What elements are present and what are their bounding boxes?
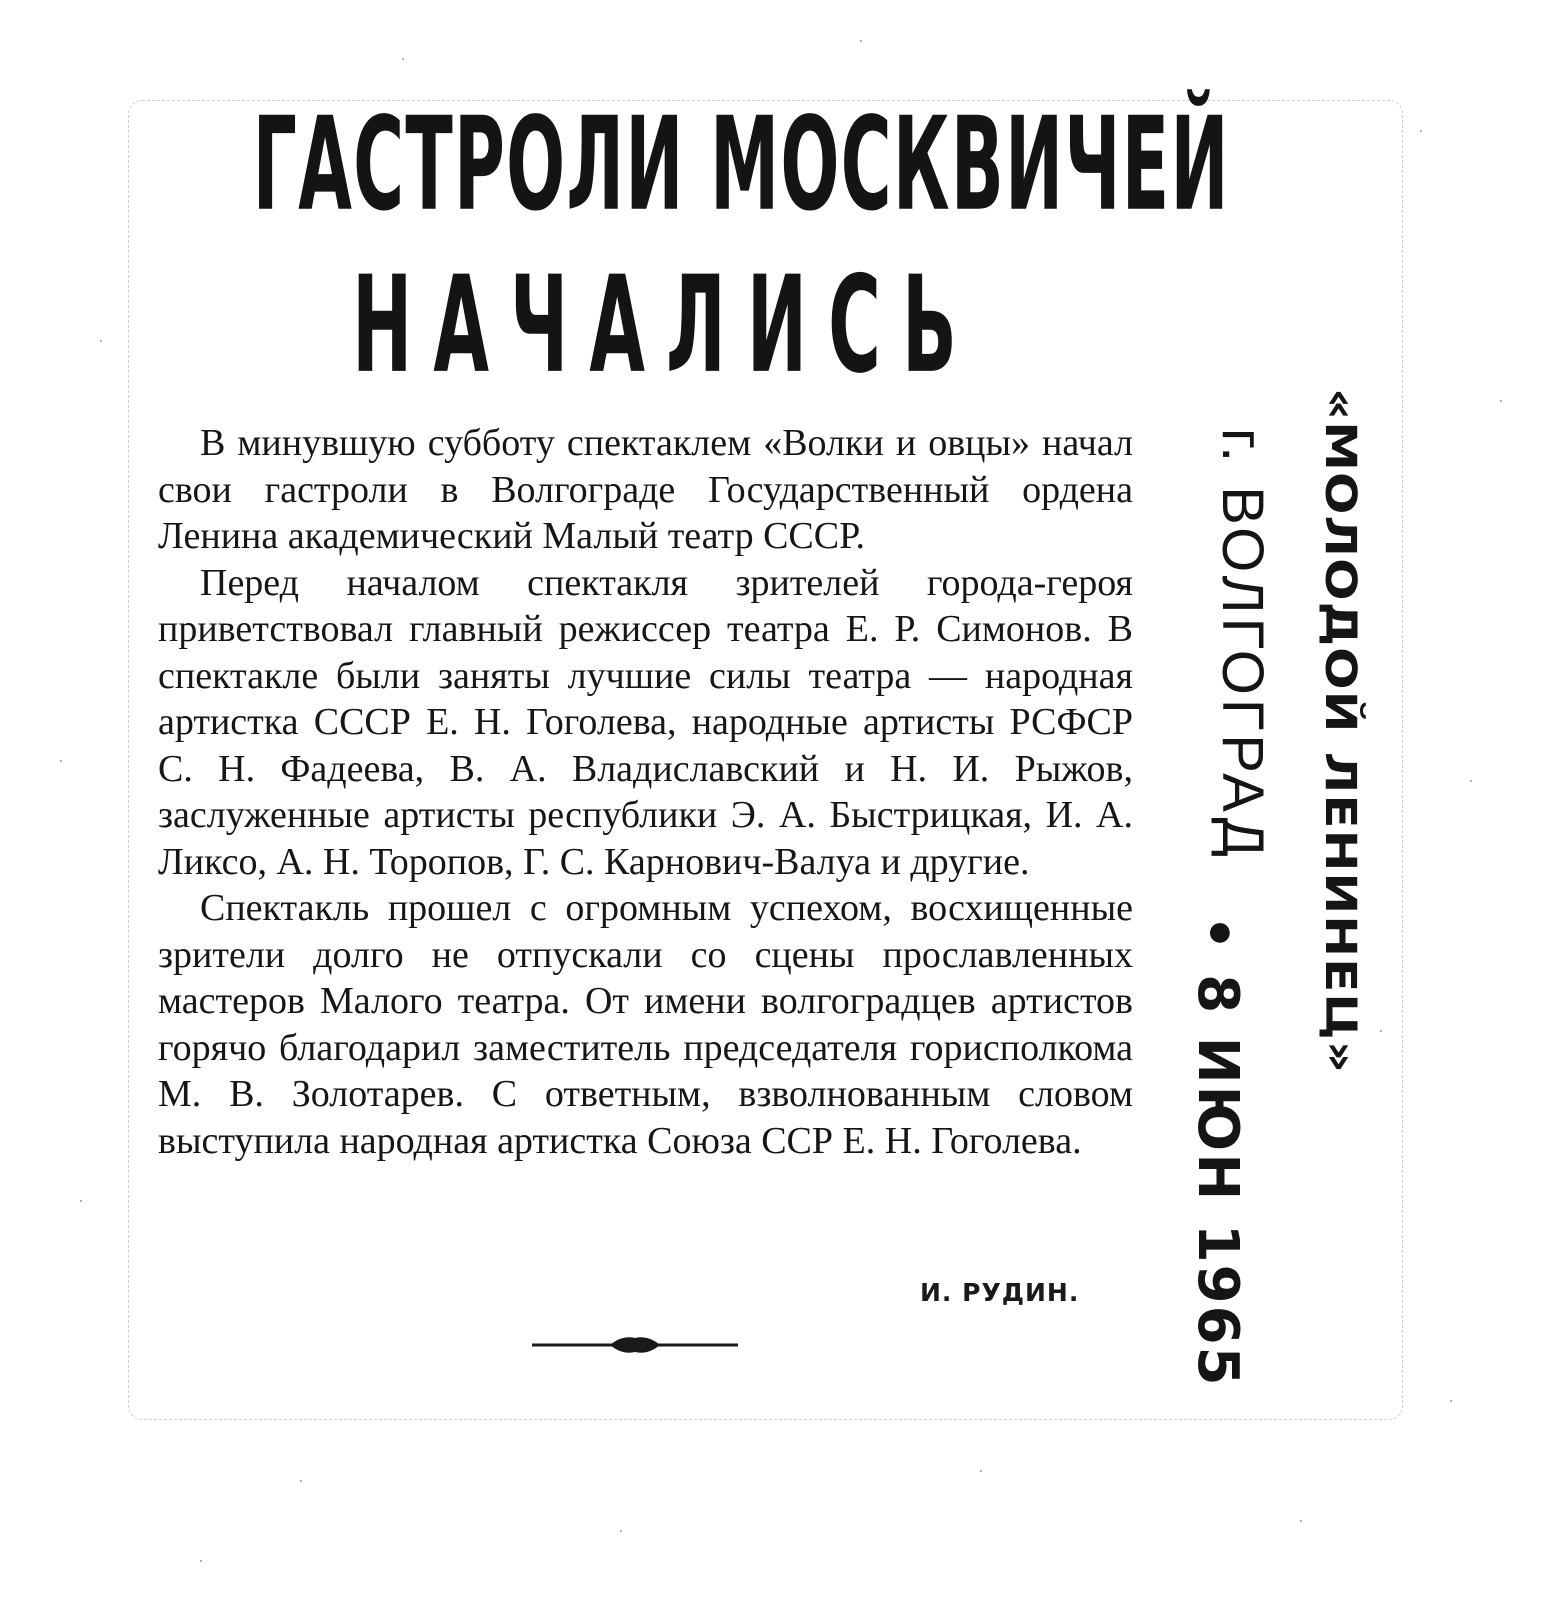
paper-speck — [402, 58, 404, 60]
paper-speck — [1420, 130, 1422, 132]
article-paragraph-1: В минувшую субботу спектаклем «Волки и овцы» начал свои гастроли в Волгограде Государственный ордена Ленина академический Малый театр СССР. — [158, 422, 1133, 557]
divider-ornament — [530, 1333, 740, 1357]
headline-line-2: НАЧАЛИСЬ — [352, 247, 978, 404]
author-signature: И. РУДИН. — [920, 1278, 1080, 1307]
headline-line-1: ГАСТРОЛИ МОСКВИЧЕЙ — [252, 90, 1230, 240]
article-body — [158, 420, 1133, 1164]
paper-speck — [80, 1200, 82, 1202]
paper-speck — [60, 760, 62, 762]
paper-speck — [300, 1480, 302, 1482]
paper-speck — [860, 40, 862, 42]
paper-speck — [1500, 400, 1502, 402]
paper-speck — [1300, 1520, 1302, 1522]
article-paragraph-2: Перед началом спектакля зрителей города-героя приветствовал главный режиссер театра Е. Р. Симонов. В спектакле были заняты лучшие силы театра — народная артистка СССР Е. Н. Гоголева, народные артисты РСФСР С. Н. Фадеева, В. А. Владиславский и Н. И. Рыжов, заслуженные артисты республики Э. А. Быстрицкая, И. А. Ликсо, А. Н. Торопов, Г. С. Карнович-Валуа и другие. — [158, 561, 1133, 883]
article-paragraph-3: Спектакль прошел с огромным успехом, восхищенные зрители долго не отпускали со сцены прославленных мастеров Малого театра. От имени волгоградцев артистов горячо благодарил заместитель председателя горисполкома М. В. Золотарев. С ответным, взволнованным словом выступила народная артистка Союза ССР Е. Н. Гоголева. — [158, 887, 1133, 1162]
city-stamp: г. ВОЛГОГРАД — [1210, 428, 1275, 861]
paper-speck — [200, 1560, 202, 1562]
paper-speck — [1450, 1400, 1452, 1402]
date-stamp: • 8 ИЮН 1965 — [1185, 915, 1250, 1388]
paper-speck — [1470, 780, 1472, 782]
paper-speck — [100, 340, 102, 342]
newspaper-name-stamp: «МОЛОДОЙ ЛЕНИНЕЦ» — [1315, 388, 1365, 1074]
paper-speck — [980, 1470, 982, 1472]
paper-speck — [620, 1530, 622, 1532]
